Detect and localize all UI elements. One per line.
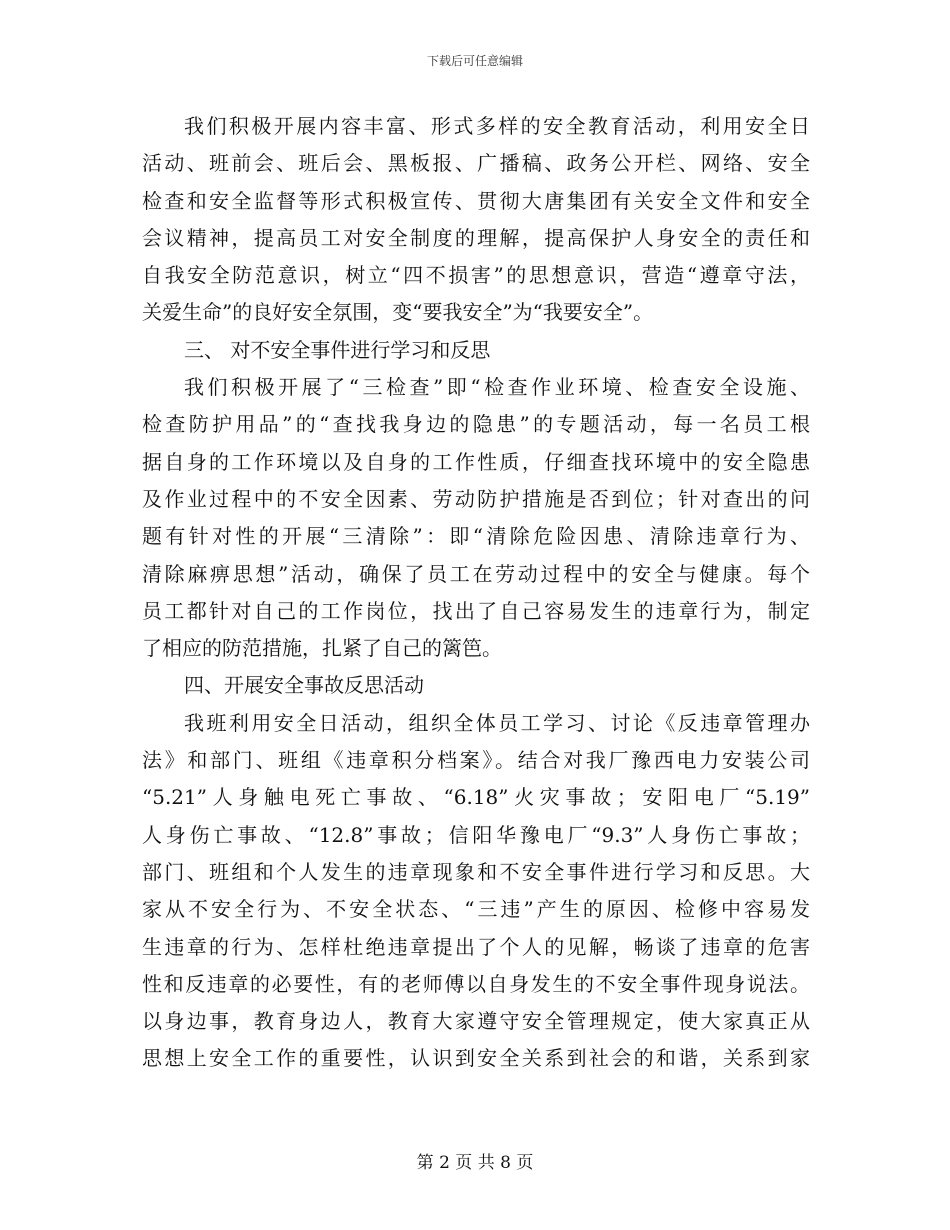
page-number-footer: 第 2 页 共 8 页 [416,1153,534,1173]
paragraph-line: 清除麻痹思想”活动，确保了员工在劳动过程中的安全与健康。每个 [142,561,810,586]
paragraph-line: 检查防护用品”的“查找我身边的隐患”的专题活动，每一名员工根 [142,412,810,437]
paragraph-line: 据自身的工作环境以及自身的工作性质，仔细查找环境中的安全隐患 [142,449,810,474]
section-heading: 三、 对不安全事件进行学习和反思 [184,337,491,362]
paragraph-line: 及作业过程中的不安全因素、劳动防护措施是否到位；针对查出的问 [142,486,810,511]
paragraph-line: 我们积极开展了“三检查”即“检查作业环境、检查安全设施、 [184,375,810,400]
paragraph-line: 人身伤亡事故、“12.8”事故；信阳华豫电厂“9.3”人身伤亡事故； [142,822,810,847]
paragraph-line: 员工都针对自己的工作岗位，找出了自己容易发生的违章行为，制定 [142,598,810,623]
paragraph-line: 家从不安全行为、不安全状态、“三违”产生的原因、检修中容易发 [142,897,810,922]
paragraph-line: 自我安全防范意识，树立“四不损害”的思想意识，营造“遵章守法， [142,263,810,288]
paragraph-line: 性和反违章的必要性，有的老师傅以自身发生的不安全事件现身说法。 [142,971,810,996]
paragraph-line: 检查和安全监督等形式积极宣传、贯彻大唐集团有关安全文件和安全 [142,188,810,213]
paragraph-line: 我班利用安全日活动，组织全体员工学习、讨论《反违章管理办 [184,710,810,735]
paragraph-line: 了相应的防范措施，扎紧了自己的篱笆。 [142,636,502,661]
paragraph-line: 活动、班前会、班后会、黑板报、广播稿、政务公开栏、网络、安全 [142,151,810,176]
paragraph-line: 部门、班组和个人发生的违章现象和不安全事件进行学习和反思。大 [142,859,810,884]
paragraph-line: 思想上安全工作的重要性，认识到安全关系到社会的和谐，关系到家 [142,1046,810,1071]
paragraph-line: “5.21”人身触电死亡事故、“6.18”火灾事故；安阳电厂“5.19” [142,785,810,810]
document-body [142,108,810,1078]
page-header: 下载后可任意编辑 [426,54,523,68]
paragraph-line: 以身边事，教育身边人，教育大家遵守安全管理规定，使大家真正从 [142,1009,810,1034]
paragraph-line: 我们积极开展内容丰富、形式多样的安全教育活动，利用安全日 [184,114,810,138]
section-heading: 四、开展安全事故反思活动 [184,673,424,698]
paragraph-line: 题有针对性的开展“三清除”：即“清除危险因患、清除违章行为、 [142,524,810,549]
paragraph-line: 会议精神，提高员工对安全制度的理解，提高保护人身安全的责任和 [142,225,810,250]
paragraph-line: 关爱生命”的良好安全氛围，变“要我安全”为“我要安全”。 [142,300,654,325]
paragraph-line: 生违章的行为、怎样杜绝违章提出了个人的见解，畅谈了违章的危害 [142,934,810,959]
paragraph-line: 法》和部门、班组《违章积分档案》。结合对我厂豫西电力安装公司 [142,748,810,773]
